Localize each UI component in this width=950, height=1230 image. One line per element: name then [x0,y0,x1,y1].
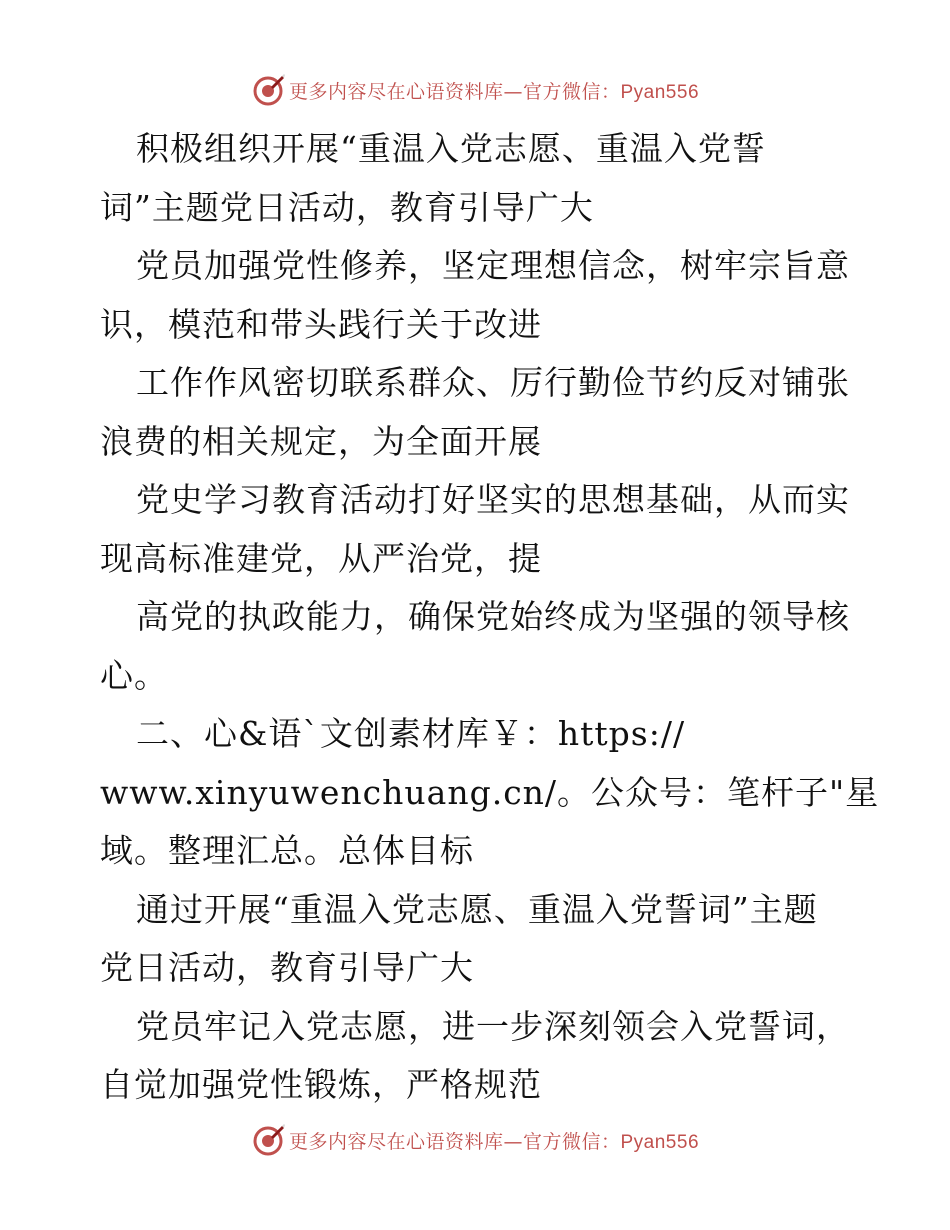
banner-contact-label: 官方微信： [522,1130,621,1153]
body-line: 词”主题党日活动，教育引导广大 [100,187,594,227]
body-line: 自觉加强党性锻炼，严格规范 [100,1065,542,1104]
body-line: 域。整理汇总。总体目标 [100,831,474,870]
pen-logo-icon [251,1123,285,1157]
body-line: 积极组织开展“重温入党志愿、重温入党誓 [136,129,766,168]
header-banner [0,70,950,110]
banner-slogan: 更多内容尽在心语资料库 [288,1130,504,1153]
banner-slogan: 更多内容尽在心语资料库 [288,80,504,103]
banner-wechat-handle: Pyan556 [620,1131,700,1153]
banner-wechat-handle: Pyan556 [620,81,700,103]
body-line: 党史学习教育活动打好坚实的思想基础，从而实 [136,480,850,519]
body-line: 工作作风密切联系群众、厉行勤俭节约反对铺张 [136,363,850,402]
body-line: 现高标准建党，从严治党，提 [100,538,542,578]
header-banner-text [289,77,699,104]
body-line: 识，模范和带头践行关于改进 [100,304,542,344]
footer-banner [0,1120,950,1160]
body-line: 高党的执政能力，确保党始终成为坚强的领导核 [136,597,850,636]
footer-banner-inner [251,1123,699,1157]
banner-dash: — [503,1130,523,1153]
body-line: 心。 [100,655,168,695]
body-line: 党日活动，教育引导广大 [100,948,474,987]
footer-banner-text [289,1127,699,1154]
body-line: 党员牢记入党志愿，进一步深刻领会入党誓词， [136,1006,850,1046]
body-line: 通过开展“重温入党志愿、重温入党誓词”主题 [136,889,818,929]
body-line-section-heading: 二、心&语`文创素材库￥：https:// [136,714,686,753]
document-body [100,120,880,1115]
body-line: 浪费的相关规定，为全面开展 [100,421,542,461]
body-line: 党员加强党性修养，坚定理想信念，树牢宗旨意 [136,246,850,285]
banner-contact-label: 官方微信： [522,80,621,103]
banner-dash: — [503,80,523,103]
body-line-url: www.xinyuwenchuang.cn/。公众号：笔杆子"星 [100,772,880,812]
pen-logo-icon [251,73,285,107]
header-banner-inner [251,73,699,107]
